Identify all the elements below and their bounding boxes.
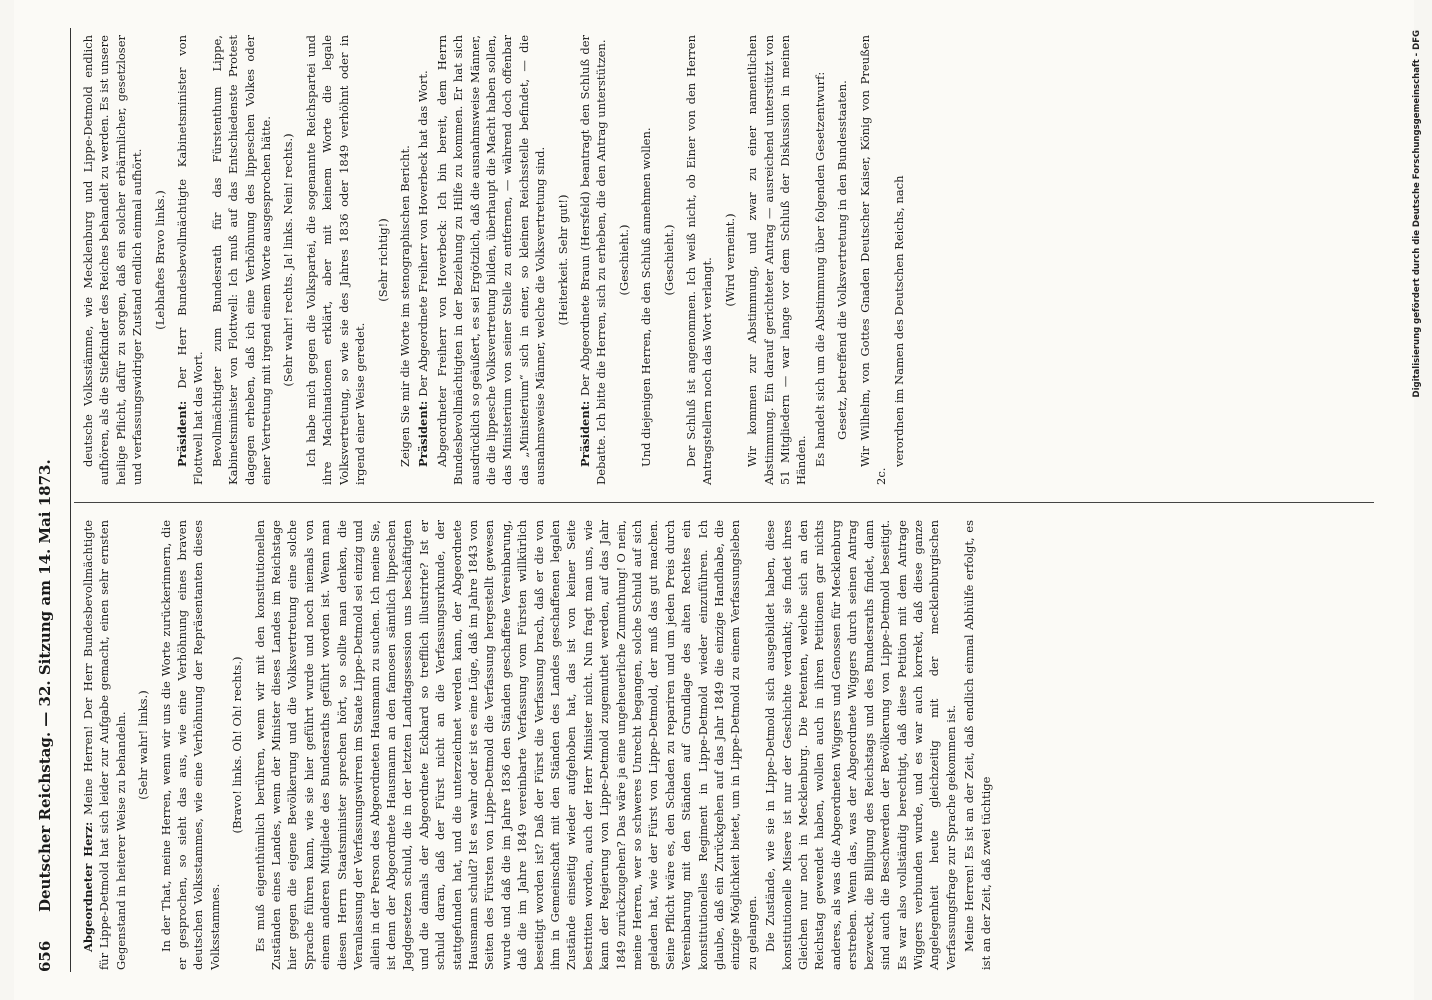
- column-right: [80, 35, 910, 485]
- paragraph-text: In der That, meine Herren, wenn wir uns die Worte zurückerinnern, die er gesprochen, so sieht das aus, wie eine Verhöhnung eines braven deutschen Volksstammes, wie eine Verhöhnung der Repräsentanten dieses Volksstammes.: [158, 520, 222, 970]
- paragraph-text: deutsche Volksstämme, wie Mecklenburg und Lippe-Detmold endlich aufhören, als die Stiefkinder des Reiches behandelt zu werden. Es ist unsere heilige Pflicht, dafür zu sorgen, daß ein solcher erbärmlicher, gesetzloser und verfassungswidriger Zustand endlich einmal aufhört.: [81, 35, 145, 485]
- paragraph: [252, 520, 761, 970]
- paragraph-text: Wir Wilhelm, von Gottes Gnaden Deutscher Kaiser, König von Preußen 2c.: [857, 35, 889, 485]
- paragraph-text: Der Herr Bundesbevollmächtigte Kabinetsminister von Flottwell hat das Wort.: [175, 35, 206, 485]
- interjection: (Bravo! links. Oh! Oh! rechts.): [230, 656, 245, 834]
- paragraph: [812, 35, 828, 485]
- paragraph: [303, 35, 369, 485]
- paragraph: [174, 35, 207, 485]
- paragraph-text: Meine Herren! Es ist an der Zeit, daß endlich einmal Abhülfe erfolgt, es ist an der Zeit, daß zwei tüchtige: [962, 520, 993, 970]
- paragraph-text: Bevollmächtigter zum Bundesrath für das Fürstenthum Lippe, Kabinetsminister von Flottwell: Ich muß auf das Entschiedenste Protest dagegen erheben, daß ich eine Verhöhnung des lippeschen Volkes oder einer Vertretung mit irgend einem Worte ausgesprochen hätte.: [209, 35, 274, 485]
- document-page: [14, 0, 1414, 1000]
- paragraph: [744, 35, 810, 485]
- interjection: (Sehr richtig!): [375, 218, 390, 302]
- paragraph: [638, 35, 654, 485]
- column-divider: [74, 502, 1374, 503]
- header-title: Deutscher Reichstag. — 32. Sitzung am 14. Mai 1873.: [36, 459, 54, 912]
- interjection: (Sehr wahr! links.): [136, 690, 151, 800]
- digitization-credit: [1412, 30, 1428, 970]
- speaker-label: Präsident:: [175, 388, 190, 467]
- paragraph: [158, 520, 224, 970]
- interjection: (Lebhaftes Bravo links.): [152, 190, 167, 330]
- paragraph-text: Zeigen Sie mir die Worte im stenographischen Bericht.: [397, 145, 412, 467]
- paragraph: [683, 35, 716, 485]
- paragraph: [434, 35, 549, 485]
- column-left: [80, 520, 996, 970]
- speaker-label: Abgeordneter Herz:: [81, 815, 95, 952]
- paragraph-text: verordnen im Namen des Deutschen Reichs, nach: [892, 175, 907, 467]
- paragraph: [415, 35, 431, 485]
- paragraph-text: Wir kommen zur Abstimmung, und zwar zu einer namentlichen Abstimmung. Ein darauf gerichteter Antrag — ausreichend unterstützt von 51 Mitgliedern — war lange vor dem Schluß der Diskussion in meinen Händen.: [745, 35, 809, 485]
- interjection: (Geschieht.): [616, 224, 631, 296]
- interjection: (Sehr wahr! rechts. Ja! links. Nein! rechts.): [281, 133, 296, 387]
- header-rule: [70, 28, 71, 972]
- interjection: (Wird verneint.): [722, 213, 737, 307]
- running-header: [36, 28, 70, 972]
- paragraph: [209, 35, 275, 485]
- paragraph-text: Ich habe mich gegen die Volkspartei, die sogenannte Reichspartei und ihre Machinationen erklärt, aber mit keinem Worte die legale Volksvertretung, so wie sie des Jahres 1836 oder 1849 verhöhnt oder in irgend einer Weise geredet.: [303, 35, 368, 485]
- paragraph-text: Und diejenigen Herren, die den Schluß annehmen wollen.: [639, 127, 654, 467]
- paragraph-text: Es handelt sich um die Abstimmung über folgenden Gesetzentwurf:: [812, 71, 827, 467]
- page-number: 656: [36, 940, 54, 972]
- paragraph: [577, 35, 610, 485]
- paragraph-text: Der Abgeordnete Freiherr von Hoverbeck hat das Wort.: [416, 70, 431, 397]
- paragraph: [80, 520, 129, 970]
- paragraph: [857, 35, 890, 485]
- paragraph: [80, 35, 146, 485]
- paragraph: [891, 35, 907, 485]
- paragraph: [397, 35, 413, 485]
- paragraph-text: Der Schluß ist angenommen. Ich weiß nicht, ob Einer von den Herren Antragstellern noch das Wort verlangt.: [684, 35, 715, 485]
- interjection: Gesetz, betreffend die Volksvertretung in den Bundesstaaten.: [835, 80, 850, 440]
- interjection: (Heiterkeit. Sehr gut!): [555, 194, 570, 326]
- paragraph: [961, 520, 994, 970]
- paragraph-text: Meine Herren! Der Herr Bundesbevollmächtigte für Lippe-Detmold hat sich leider zur Aufgabe gemacht, einen sehr ernsten Gegenstand in heiterer Weise zu behandeln.: [81, 520, 128, 970]
- digitization-credit-text: Digitalisierung gefördert durch die Deutsche Forschungsgemeinschaft - DFG: [1412, 30, 1422, 398]
- paragraph-text: Abgeordneter Freiherr von Hoverbeck: Ich bin bereit, dem Herrn Bundesbevollmächtigten in der Beziehung zu Hilfe zu kommen. Er hat sich ausdrücklich so geäußert, es sei Ergötzlich, daß die ausnahmsweise Männer, die die lippesche Volksvertretung bilden, überhaupt die Macht haben sollen, das Ministerium von seiner Stelle zu entfernen, — während doch offenbar das „Ministerium“ sich in einer, so kleinen Reichsstelle befindet, — die ausnahmsweise Männer, welche die Volksvertretung sind.: [434, 35, 548, 485]
- paragraph-text: Der Abgeordnete Braun (Hersfeld) beantragt den Schluß der Debatte. Ich bitte die Herren, sich zu erheben, die den Antrag unterstützen.: [577, 35, 609, 485]
- speaker-label: Präsident:: [416, 396, 431, 467]
- interjection: (Geschieht.): [661, 224, 676, 296]
- speaker-label: Präsident:: [577, 396, 592, 467]
- paragraph: [762, 520, 959, 970]
- paragraph-text: Die Zustände, wie sie in Lippe-Detmold sich ausgebildet haben, diese konstitutionelle Misere ist nur der Geschichte verdankt; sie findet ihres Gleichen nur noch in Mecklenburg. Die Petenten, welche sich an den Reichstag gewendet haben, wollen auch in ihren Petitionen gar nichts anderes, als was die Abgeordneten Wiggers und Genossen für Mecklenburg erstreben. Wenn das, was der Abgeordnete Wiggers durch seinen Antrag bezweckt, die Billigung des Reichstags und des Bundesraths findet, dann sind auch die Beschwerden der Bevölkerung von Lippe-Detmold beseitigt. Es war also vollständig berechtigt, daß diese Petition mit dem Antrage Wiggers verbunden wurde, und es war auch korrekt, daß diese ganze Angelegenheit heute gleichzeitig mit der mecklenburgischen Verfassungsfrage zur Sprache gekommen ist.: [763, 520, 958, 970]
- paragraph-text: Es muß eigenthümlich berühren, wenn wir mit den konstitutionellen Zuständen eines Landes, wenn der Minister dieses Landes im Reichstage hier gegen die eigene Bevölkerung und die Volksvertretung eine solche Sprache führen kann, wie sie hier geführt wurde und noch niemals von einem anderen Mitgliede des Bundesraths geführt worden ist. Wenn man diesen Herrn Staatsminister sprechen hört, so sollte man denken, die Veranlassung der Verfassungswirren im Staate Lippe-Detmold sei einzig und allein in der Person des Abgeordneten Hausmann zu suchen. Ich meine Sie, ist denn der Abgeordnete Hausmann an den famosen sämtlich lippeschen Jagdgesetzen schuld, die in der letzten Landtagssession uns beschäftigten und die damals der Abgeordnete Eckhard so trefflich illustrirte? Ist er schuld daran, daß der Fürst nicht an die Verfassungsurkunde, der stattgefunden hat, und die unterzeichnet werden kann, der Abgeordnete Hausmann schuld? Ist es wahr oder ist es eine Lüge, daß im Jahre 1843 von Seiten des Fürsten von Lippe-Detmold die Verfassung hergestellt gewesen wurde und daß die im Jahre 1836 den Ständen geschaffene Vereinbarung, daß die im Jahre 1849 vereinbarte Verfassung vom Fürsten willkürlich beseitigt worden ist? Daß der Fürst die Verfassung brach, daß er die von ihm in Gemeinschaft mit den Ständen des Landes geschaffenen legalen Zustände einseitig wieder aufgehoben hat, das ist von keiner Seite bestritten worden, auch der Herr Minister nicht. Nun fragt man uns, wie kann der Regierung von Lippe-Detmold zugemuthet werden, auf das Jahr 1849 zurückzugehen? Das wäre ja eine ungeheuerliche Zumuthung! O nein, meine Herren, wer so schweres Unrecht begangen, solche Schuld auf sich geladen hat, wie der Fürst von Lippe-Detmold, der muß das gut machen. Seine Pflicht wäre es, den Schaden zu repariren und um jeden Preis durch Vereinbarung mit den Ständen auf Grundlage des alten Rechtes ein konstitutionelles Regiment in Lippe-Detmold wieder einzuführen. Ich glaube, daß ein Zurückgehen auf das Jahr 1849 die einzige Handhabe, die einzige Möglichkeit bietet, um in Lippe-Detmold zu einem Verfassungsleben zu gelangen.: [252, 520, 759, 970]
